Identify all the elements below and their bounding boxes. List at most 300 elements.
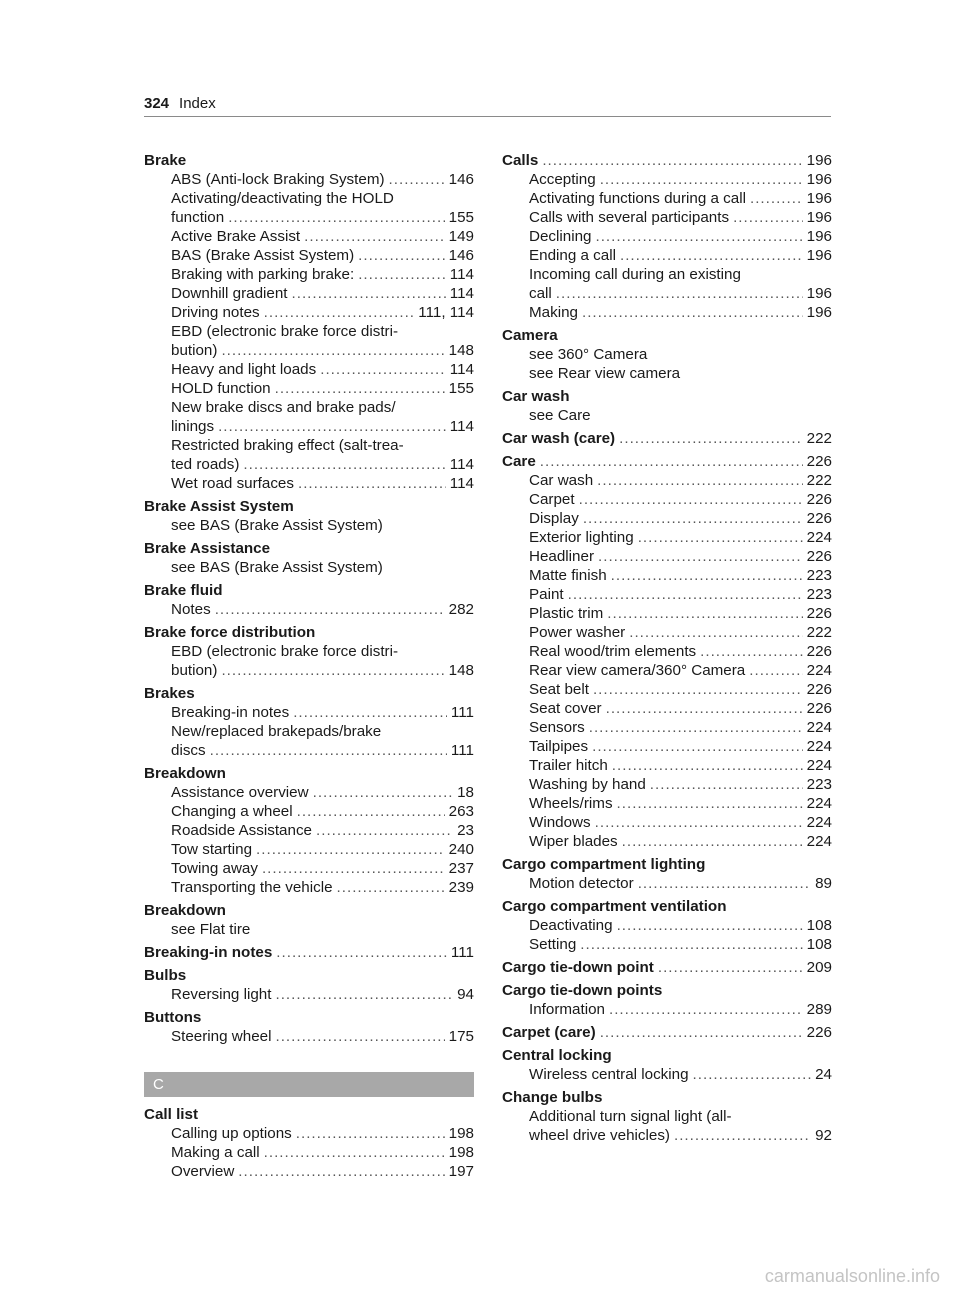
index-subentry [502, 604, 832, 623]
page-reference[interactable]: 196 [806, 304, 832, 321]
subentry-term: see Care [529, 407, 591, 424]
heading-term: Bulbs [144, 967, 187, 984]
subentry-term: see BAS (Brake Assist System) [171, 559, 383, 576]
index-heading [144, 497, 474, 516]
index-subentry [144, 1143, 474, 1162]
index-entry [144, 1105, 474, 1181]
dot-leader [749, 661, 802, 680]
dot-leader [210, 741, 447, 760]
subentry-term: ABS (Anti-lock Braking System) [171, 171, 385, 188]
dot-leader [275, 1027, 444, 1046]
dot-leader [238, 1162, 444, 1181]
heading-term: Car wash (care) [502, 430, 616, 447]
index-heading [144, 623, 474, 642]
dot-leader [579, 490, 803, 509]
dot-leader [556, 284, 803, 303]
dot-leader [617, 794, 803, 813]
index-subentry [502, 935, 832, 954]
heading-term: Breakdown [144, 765, 226, 782]
dot-leader [674, 1126, 811, 1145]
subentry-term: Activating functions during a call [529, 190, 746, 207]
index-entry [502, 1023, 832, 1042]
index-heading [144, 1008, 474, 1027]
dot-leader [606, 699, 803, 718]
index-subentry [144, 417, 474, 436]
dot-leader [221, 661, 444, 680]
dot-leader [256, 840, 445, 859]
subentry-term: see Flat tire [171, 921, 251, 938]
dot-leader [540, 452, 803, 471]
subentry-term: Tailpipes [529, 738, 589, 755]
dot-leader [542, 151, 802, 170]
page-reference[interactable]: 224 [806, 814, 832, 831]
dot-leader [275, 985, 453, 1004]
index-entry [502, 897, 832, 954]
dot-leader [658, 958, 803, 977]
heading-term: Cargo tie-down point [502, 959, 654, 976]
index-subentry [144, 303, 474, 322]
subentry-term: Towing away [171, 860, 258, 877]
index-heading [144, 684, 474, 703]
subentry-term: Plastic trim [529, 605, 604, 622]
subentry-term: Information [529, 1001, 605, 1018]
index-entry [502, 151, 832, 322]
index-heading [502, 981, 832, 1000]
index-subentry [502, 246, 832, 265]
subentry-term: Activating/deactivating the HOLD [171, 190, 394, 207]
dot-leader [583, 509, 803, 528]
dot-leader [264, 1143, 445, 1162]
dot-leader [750, 189, 803, 208]
index-subentry [144, 455, 474, 474]
index-subentry [144, 661, 474, 680]
index-entry [144, 497, 474, 535]
index-subentry [144, 985, 474, 1004]
index-heading [502, 897, 832, 916]
index-subentry [144, 741, 474, 760]
page-reference[interactable]: 196 [806, 228, 832, 245]
page-reference[interactable]: 146 [448, 171, 474, 188]
index-subentry [144, 821, 474, 840]
subentry-term: Roadside Assistance [171, 822, 312, 839]
subentry-term: Restricted braking effect (salt-trea- [171, 437, 404, 454]
index-entry [502, 958, 832, 977]
dot-leader [316, 821, 453, 840]
subentry-term: Deactivating [529, 917, 613, 934]
subentry-term: Car wash [529, 472, 594, 489]
page-reference[interactable]: 114 [449, 418, 474, 435]
index-heading [144, 151, 474, 170]
subentry-term: discs [171, 742, 206, 759]
subentry-term: Paint [529, 586, 564, 603]
dot-leader [218, 417, 446, 436]
subentry-term: Matte finish [529, 567, 607, 584]
index-subentry [144, 1124, 474, 1143]
page-reference[interactable]: 224 [806, 529, 832, 546]
index-heading [502, 387, 832, 406]
subentry-term: Tow starting [171, 841, 253, 858]
subentry-term: Assistance overview [171, 784, 309, 801]
index-entry [144, 623, 474, 680]
index-subentry [502, 585, 832, 604]
dot-leader [638, 528, 803, 547]
dot-leader [276, 943, 447, 962]
dot-leader [593, 680, 803, 699]
subentry-term: Rear view camera/360° Camera [529, 662, 746, 679]
subentry-term: Wireless central locking [529, 1066, 689, 1083]
page-reference[interactable]: 111, 114 [418, 304, 474, 321]
index-subentry [502, 1065, 832, 1084]
index-column-right [502, 151, 832, 1149]
index-subentry [144, 170, 474, 189]
page-reference[interactable]: 148 [448, 662, 474, 679]
dot-leader [304, 227, 445, 246]
dot-leader [215, 600, 445, 619]
dot-leader [243, 455, 445, 474]
subentry-term: Headliner [529, 548, 595, 565]
dot-leader [337, 878, 445, 897]
index-subentry [502, 208, 832, 227]
index-subentry [502, 623, 832, 642]
index-entry [144, 966, 474, 1004]
subentry-term: Washing by hand [529, 776, 646, 793]
page-reference[interactable]: 223 [806, 567, 832, 584]
index-subentry [502, 345, 832, 364]
page-reference[interactable]: 282 [448, 601, 474, 618]
page-reference[interactable]: 148 [448, 342, 474, 359]
page-reference[interactable]: 224 [806, 738, 832, 755]
dot-leader [580, 935, 802, 954]
page-reference[interactable]: 226 [806, 681, 832, 698]
heading-term: Care [502, 453, 536, 470]
heading-term: Brake force distribution [144, 624, 316, 641]
page-reference[interactable]: 198 [448, 1125, 474, 1142]
subentry-term: bution) [171, 662, 218, 679]
page-reference[interactable]: 223 [806, 586, 832, 603]
index-subentry [144, 600, 474, 619]
page-reference[interactable]: 24 [815, 1066, 832, 1083]
subentry-term: function [171, 209, 225, 226]
index-subentry [502, 303, 832, 322]
subentry-term: Incoming call during an existing [529, 266, 741, 283]
index-heading [502, 855, 832, 874]
index-heading [502, 1088, 832, 1107]
dot-leader [582, 303, 803, 322]
index-subentry [502, 170, 832, 189]
heading-term: Breaking-in notes [144, 944, 273, 961]
index-heading [144, 1105, 474, 1124]
dot-leader [228, 208, 444, 227]
page-reference[interactable]: 146 [448, 247, 474, 264]
dot-leader [620, 246, 803, 265]
page-reference[interactable]: 239 [448, 879, 474, 896]
subentry-term: Changing a wheel [171, 803, 293, 820]
subentry-term: wheel drive vehicles) [529, 1127, 670, 1144]
dot-leader [619, 429, 803, 448]
subentry-term: Making [529, 304, 578, 321]
index-subentry [502, 406, 832, 425]
index-subentry [144, 783, 474, 802]
index-subentry [502, 227, 832, 246]
subentry-term: Calls with several participants [529, 209, 730, 226]
dot-leader [612, 756, 803, 775]
dot-leader [600, 170, 803, 189]
subentry-term: see Rear view camera [529, 365, 681, 382]
page-reference[interactable]: 263 [448, 803, 474, 820]
index-entry [144, 151, 474, 493]
index-entry [144, 684, 474, 760]
index-subentry [144, 246, 474, 265]
dot-leader [733, 208, 803, 227]
index-subentry [144, 474, 474, 493]
heading-term: Buttons [144, 1009, 202, 1026]
subentry-term: Steering wheel [171, 1028, 272, 1045]
subentry-term: Motion detector [529, 875, 634, 892]
page-reference[interactable]: 222 [806, 430, 832, 447]
index-subentry [502, 364, 832, 383]
subentry-term: Ending a call [529, 247, 616, 264]
index-subentry [144, 703, 474, 722]
index-subentry [502, 718, 832, 737]
page-reference[interactable]: 108 [806, 936, 832, 953]
subentry-term: ted roads) [171, 456, 240, 473]
page-reference[interactable]: 226 [806, 605, 832, 622]
page-reference[interactable]: 196 [806, 190, 832, 207]
dot-leader [297, 802, 445, 821]
subentry-term: Active Brake Assist [171, 228, 301, 245]
dot-leader [292, 284, 446, 303]
heading-term: Brake fluid [144, 582, 223, 599]
dot-leader [700, 642, 803, 661]
subentry-term: Reversing light [171, 986, 272, 1003]
dot-leader [693, 1065, 812, 1084]
index-subentry [144, 436, 474, 455]
index-subentry [144, 558, 474, 577]
index-heading [502, 429, 832, 448]
page-reference[interactable]: 224 [806, 795, 832, 812]
page-reference[interactable]: 226 [806, 643, 832, 660]
dot-leader [595, 227, 802, 246]
index-heading [144, 764, 474, 783]
page-reference[interactable]: 197 [448, 1163, 474, 1180]
subentry-term: Braking with parking brake: [171, 266, 355, 283]
index-subentry [502, 1126, 832, 1145]
index-subentry [144, 859, 474, 878]
page-reference[interactable]: 226 [806, 548, 832, 565]
index-subentry [144, 360, 474, 379]
page-reference[interactable]: 222 [806, 472, 832, 489]
dot-leader [609, 1000, 803, 1019]
index-subentry [502, 509, 832, 528]
index-entry [144, 764, 474, 897]
dot-leader [358, 265, 446, 284]
dot-leader [320, 360, 446, 379]
page-reference[interactable]: 155 [448, 209, 474, 226]
dot-leader [611, 566, 803, 585]
page-reference[interactable]: 89 [815, 875, 832, 892]
index-subentry [144, 920, 474, 939]
index-heading [502, 151, 832, 170]
dot-leader [262, 859, 445, 878]
subentry-term: Real wood/trim elements [529, 643, 697, 660]
subentry-term: BAS (Brake Assist System) [171, 247, 355, 264]
index-subentry [502, 566, 832, 585]
page-reference[interactable]: 111 [450, 704, 474, 721]
dot-leader [592, 737, 803, 756]
page-reference[interactable]: 196 [806, 152, 832, 169]
page-reference[interactable]: 224 [806, 757, 832, 774]
dot-leader [389, 170, 445, 189]
subentry-term: bution) [171, 342, 218, 359]
page-reference[interactable]: 209 [806, 959, 832, 976]
subentry-term: Downhill gradient [171, 285, 288, 302]
heading-term: Calls [502, 152, 539, 169]
index-subentry [502, 490, 832, 509]
index-heading [502, 1023, 832, 1042]
heading-term: Change bulbs [502, 1089, 603, 1106]
subentry-term: Making a call [171, 1144, 260, 1161]
subentry-term: Carpet [529, 491, 575, 508]
page-reference[interactable]: 224 [806, 662, 832, 679]
heading-term: Brake [144, 152, 187, 169]
index-heading [144, 966, 474, 985]
subentry-term: Seat belt [529, 681, 589, 698]
page-reference[interactable]: 226 [806, 1024, 832, 1041]
index-subentry [502, 794, 832, 813]
subentry-term: HOLD function [171, 380, 271, 397]
heading-term: Call list [144, 1106, 199, 1123]
dot-leader [313, 783, 454, 802]
index-subentry [144, 840, 474, 859]
index-entry [144, 943, 474, 962]
subentry-term: Power washer [529, 624, 626, 641]
index-subentry [502, 775, 832, 794]
dot-leader [298, 474, 446, 493]
page-reference[interactable]: 223 [806, 776, 832, 793]
subentry-term: Calling up options [171, 1125, 292, 1142]
subentry-term: New/replaced brakepads/brake [171, 723, 382, 740]
index-heading [502, 958, 832, 977]
index-entry [502, 981, 832, 1019]
page-reference[interactable]: 198 [448, 1144, 474, 1161]
heading-term: Central locking [502, 1047, 612, 1064]
index-heading [502, 452, 832, 471]
page-reference[interactable]: 196 [806, 247, 832, 264]
index-subentry [502, 832, 832, 851]
page-reference[interactable]: 196 [806, 209, 832, 226]
letter-heading: C [144, 1072, 474, 1097]
page-reference[interactable]: 240 [448, 841, 474, 858]
page-reference[interactable]: 237 [448, 860, 474, 877]
page-reference[interactable]: 114 [449, 361, 474, 378]
subentry-term: Declining [529, 228, 592, 245]
index-subentry [502, 642, 832, 661]
dot-leader [600, 1023, 803, 1042]
page-reference[interactable]: 94 [457, 986, 474, 1003]
subentry-term: Sensors [529, 719, 585, 736]
index-entry [144, 1008, 474, 1046]
index-heading [144, 539, 474, 558]
subentry-term: Display [529, 510, 579, 527]
index-subentry [144, 227, 474, 246]
subentry-term: EBD (electronic brake force distri- [171, 323, 399, 340]
page-reference[interactable]: 92 [815, 1127, 832, 1144]
page-reference[interactable]: 196 [806, 171, 832, 188]
page-reference[interactable]: 226 [806, 700, 832, 717]
dot-leader [622, 832, 803, 851]
dot-leader [650, 775, 803, 794]
subentry-term: linings [171, 418, 215, 435]
page-reference[interactable]: 226 [806, 491, 832, 508]
index-subentry [502, 874, 832, 893]
page-reference[interactable]: 196 [806, 285, 832, 302]
subentry-term: EBD (electronic brake force distri- [171, 643, 399, 660]
index-entry [144, 901, 474, 939]
page-reference[interactable]: 224 [806, 833, 832, 850]
subentry-term: Seat cover [529, 700, 602, 717]
page-reference[interactable]: 226 [806, 510, 832, 527]
index-subentry [502, 813, 832, 832]
index-subentry [144, 878, 474, 897]
index-heading [144, 581, 474, 600]
page-reference[interactable]: 226 [806, 453, 832, 470]
subentry-term: Additional turn signal light (all- [529, 1108, 732, 1125]
page-reference[interactable]: 224 [806, 719, 832, 736]
index-subentry [502, 265, 832, 284]
heading-term: Breakdown [144, 902, 226, 919]
page-reference[interactable]: 149 [448, 228, 474, 245]
index-subentry [144, 265, 474, 284]
subentry-term: Driving notes [171, 304, 260, 321]
page-reference[interactable]: 114 [449, 475, 474, 492]
page-reference[interactable]: 23 [457, 822, 474, 839]
subentry-term: Notes [171, 601, 211, 618]
index-entry [502, 429, 832, 448]
index-subentry [502, 916, 832, 935]
index-subentry [502, 1107, 832, 1126]
page-reference[interactable]: 114 [449, 285, 474, 302]
page-reference[interactable]: 111 [450, 944, 474, 961]
page-reference[interactable]: 114 [449, 456, 474, 473]
dot-leader [597, 471, 803, 490]
dot-leader [358, 246, 445, 265]
index-entry [502, 855, 832, 893]
index-subentry [502, 1000, 832, 1019]
page-reference[interactable]: 155 [448, 380, 474, 397]
index-subentry [144, 1027, 474, 1046]
index-subentry [502, 528, 832, 547]
dot-leader [595, 813, 803, 832]
page-reference[interactable]: 289 [806, 1001, 832, 1018]
index-subentry [502, 756, 832, 775]
heading-term: Car wash [502, 388, 570, 405]
subentry-term: call [529, 285, 552, 302]
dot-leader [264, 303, 415, 322]
index-subentry [144, 284, 474, 303]
dot-leader [638, 874, 811, 893]
dot-leader [617, 916, 803, 935]
page-reference[interactable]: 175 [448, 1028, 474, 1045]
page-reference[interactable]: 108 [806, 917, 832, 934]
dot-leader [598, 547, 803, 566]
index-subentry [144, 189, 474, 208]
page-reference[interactable]: 18 [457, 784, 474, 801]
page-reference[interactable]: 222 [806, 624, 832, 641]
page-reference[interactable]: 114 [449, 266, 474, 283]
page-reference[interactable]: 111 [450, 742, 474, 759]
subentry-term: see BAS (Brake Assist System) [171, 517, 383, 534]
subentry-term: Overview [171, 1163, 235, 1180]
